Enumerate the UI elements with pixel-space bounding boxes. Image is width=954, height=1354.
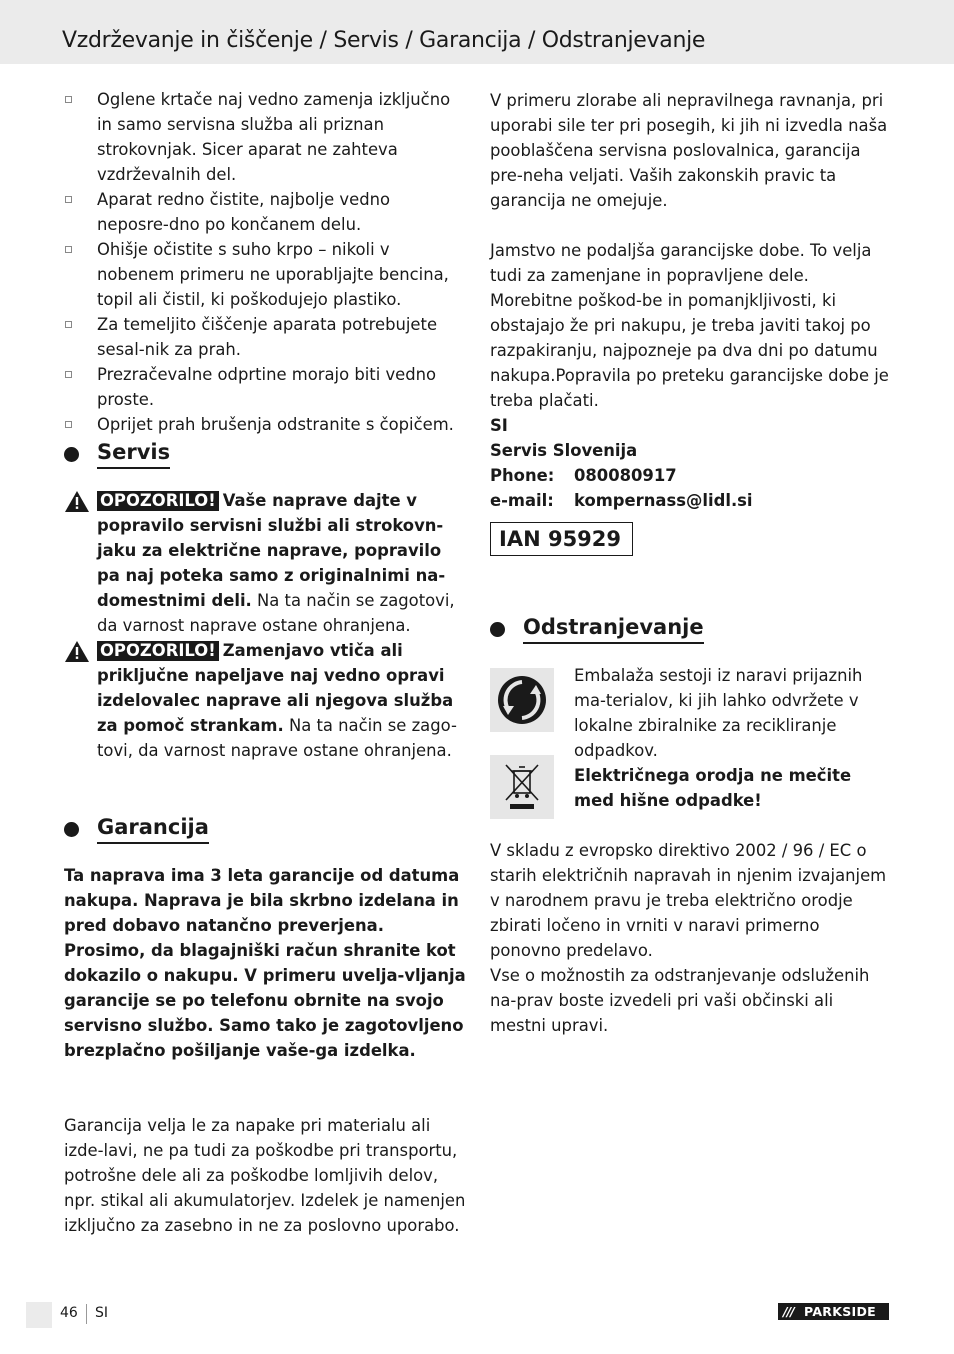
page-number: 46 [60,1305,78,1321]
garancija-paragraph: Garancija velja le za napake pri materialu ali izde-lavi, ne pa tudi za poškodbe pri transportu, potrošne dele ali za poškodbe lomljivih delov, npr. stikal ali akumulatorjev. Izdelek je namenjen izključno za zasebno in ne za poslovno uporabo. [64,1116,466,1235]
list-item: Ohišje očistite s suho krpo – nikoli v nobenem primeru ne uporabljajte bencina, topil ali čistil, ki poškodujejo plastiko. [64,237,466,312]
parkside-logo: /// PARKSIDE [778,1303,889,1320]
packaging-text: Embalaža sestoji iz naravi prijaznih ma-terialov, ki jih lahko odvržete v lokalne zbiralnike za recikliranje odpadkov. [574,666,863,760]
checkbox-bullet-icon [65,246,72,253]
warning-triangle-icon [65,491,89,512]
warning-triangle-icon [65,641,89,662]
list-item: Za temeljito čiščenje aparata potrebujete sesal-nik za prah. [64,312,466,362]
footer-divider [86,1304,87,1324]
checkbox-bullet-icon [65,96,72,103]
warning-block-2: OPOZORILO! Zamenjavo vtiča ali priključne napeljave naj vedno opravi izdelovalec naprave ali njegova služba za pomoč strankam. Na ta način se zago-tovi, da varnost naprave ostane ohranjena. [64,638,466,763]
page-title: Vzdrževanje in čiščenje / Servis / Garancija / Odstranjevanje [62,28,706,53]
crossed-bin-icon [490,755,554,819]
service-contact [490,413,753,513]
ian-box: IAN 95929 [490,522,633,556]
warning-badge: OPOZORILO! [97,641,219,661]
garancija-paragraph: Jamstvo ne podaljša garancijske dobe. To velja tudi za zamenjane in popravljene dele. Morebitne poškod-be in pomanjkljivosti, ki obstajajo že pri nakupu, je treba javiti takoj po razpakiranju, najpozneje pa dva dni po datumu nakupa.Popravila po preteku garancijske dobe je treba plačati. [490,241,889,410]
footer-language: SI [95,1305,109,1321]
checkbox-bullet-icon [65,321,72,328]
garancija-paragraph: V primeru zlorabe ali nepravilnega ravnanja, pri uporabi sile ter pri posegih, ki jih ni izvedla naša pooblaščena servisna poslovalnica, garancija pre-neha veljati. Vaših zakonskih pravic ta garancija ne omejuje. [490,91,888,210]
page-header [0,0,954,64]
list-item: Oglene krtače naj vedno zamenja izključno in samo servisna služba ali priznan strokovnjak. Sicer aparat ne zahteva vzdrževalnih del. [64,87,466,187]
checkbox-bullet-icon [65,421,72,428]
disposal-paragraph: V skladu z evropsko direktivo 2002 / 96 / EC o starih električnih napravah in njenim izvajanjem v narodnem pravu je treba električno orodje zbirati ločeno in vrniti v naravi primerno ponovno predelavo. [490,841,887,960]
bullet-dot-icon [64,822,79,837]
footer-marker [26,1302,52,1328]
email-address: kompernass@lidl.si [574,491,753,510]
weee-warning-text: Električnega orodja ne mečite med hišne odpadke! [574,766,852,810]
maintenance-list [64,87,466,437]
green-dot-recycling-icon [490,668,554,732]
list-item: Prezračevalne odprtine morajo biti vedno proste. [64,362,466,412]
warning-badge: OPOZORILO! [97,491,219,511]
phone-number: 080080917 [574,466,677,485]
checkbox-bullet-icon [65,196,72,203]
disposal-paragraph: Vse o možnostih za odstranjevanje odsluženih na-prav boste izvedeli pri vaši občinski ali mestni upravi. [490,966,870,1035]
bullet-dot-icon [64,447,79,462]
garancija-bold-paragraph: Ta naprava ima 3 leta garancije od datuma nakupa. Naprava je bila skrbno izdelana in pred dobavo natančno preverjena. Prosimo, da blagajniški račun shranite kot dokazilo o nakupu. V primeru uvelja-vljanja garancije se po telefonu obrnite na svojo servisno službo. Samo tako je zagotovljeno brezplačno pošiljanje vaše-ga izdelka. [64,866,466,1060]
contact-service-name: Servis Slovenija [490,441,638,460]
checkbox-bullet-icon [65,371,72,378]
contact-email-row: e-mail: kompernass@lidl.si [490,488,753,513]
contact-country: SI [490,416,508,435]
list-item: Aparat redno čistite, najbolje vedno neposre-dno po končanem delu. [64,187,466,237]
contact-phone-row: Phone: 080080917 [490,463,753,488]
bullet-dot-icon [490,622,505,637]
warning-block-1: OPOZORILO! Vaše naprave dajte v popravilo servisni službi ali strokovn-jaku za električne naprave, popravilo pa naj poteka samo z originalnimi na-domestnimi deli. Na ta način se zagotovi, da varnost naprave ostane ohranjena. [64,488,466,638]
list-item: Oprijet prah brušenja odstranite s čopičem. [64,412,466,437]
